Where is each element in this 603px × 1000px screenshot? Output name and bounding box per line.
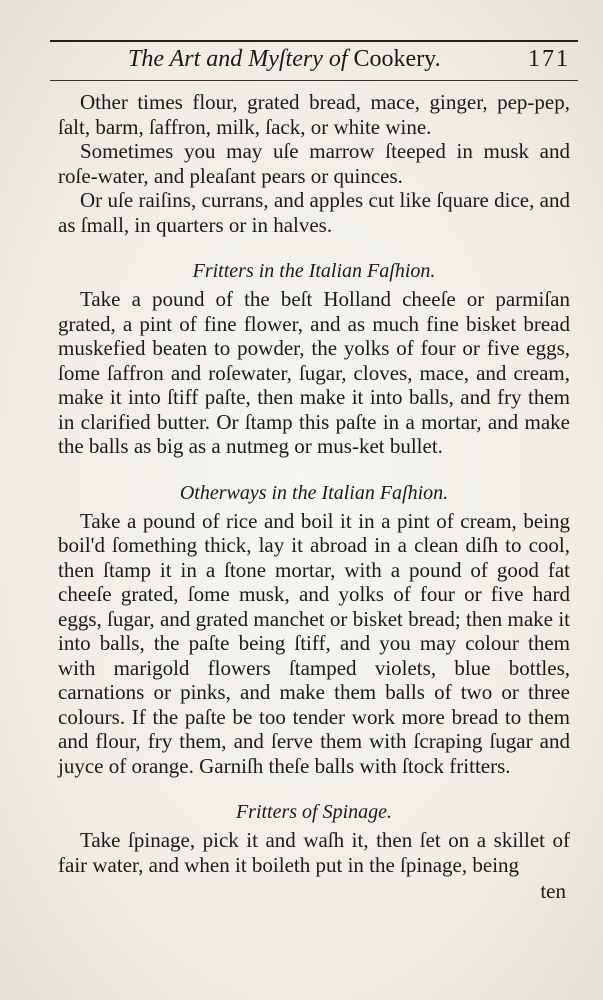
section-heading: Fritters in the Italian Faſhion.: [192, 260, 436, 282]
top-rule: [50, 40, 578, 42]
paragraph: Or uſe raiſins, currans, and apples cut like ſquare dice, and as ſmall, in quarters or in halves.: [58, 188, 570, 237]
text-block: [58, 90, 570, 903]
paragraph: Take a pound of rice and boil it in a pint of cream, being boil'd ſomething thick, lay it abroad in a clean diſh to cool, then ſtamp it in a ſtone mortar, with a pound of good fat cheeſe grated, ſome musk, and yolks of four or five hard eggs, ſugar, and grated manchet or bisket bread; then make it into balls, the paſte being ſtiff, and you may colour them with marigold flowers ſtamped violets, blue bottles, carnations or pinks, and make them balls of two or three colours. If the paſte be too tender work more bread to them and flour, fry them, and ſerve them with ſcraping ſugar and juyce of orange. Garniſh theſe balls with ſtock fritters.: [58, 508, 570, 778]
paragraph: Sometimes you may uſe marrow ſteeped in musk and roſe-water, and pleaſant pears or quinces.: [58, 139, 570, 188]
catchword: ten: [540, 879, 566, 903]
page-number: 171: [528, 46, 570, 72]
running-head: [50, 46, 578, 76]
paragraph: Other times flour, grated bread, mace, ginger, pep-pep, ſalt, barm, ſaffron, milk, ſack, or white wine.: [58, 90, 570, 139]
paragraph: Take a pound of the beſt Holland cheeſe or parmiſan grated, a pint of fine flower, and as much fine bisket bread muskefied beaten to powder, the yolks of four or five eggs, ſome ſaffron and roſewater, ſugar, cloves, mace, and cream, make it into ſtiff paſte, then make it into balls, and fry them in clarified butter. Or ſtamp this paſte in a mortar, and make the balls as big as a nutmeg or mus-ket bullet.: [58, 287, 570, 458]
section-heading: Otherways in the Italian Faſhion.: [179, 481, 449, 504]
section-heading: Fritters of Spinage.: [235, 801, 393, 823]
head-rule: [50, 80, 578, 81]
running-head-title: [128, 46, 441, 73]
running-head-title-roman: Cookery.: [353, 46, 441, 72]
paragraph: Take ſpinage, pick it and waſh it, then ſet on a skillet of fair water, and when it boileth put in the ſpinage, being: [58, 828, 570, 877]
running-head-title-italic: The Art and Myſtery of: [128, 46, 348, 72]
